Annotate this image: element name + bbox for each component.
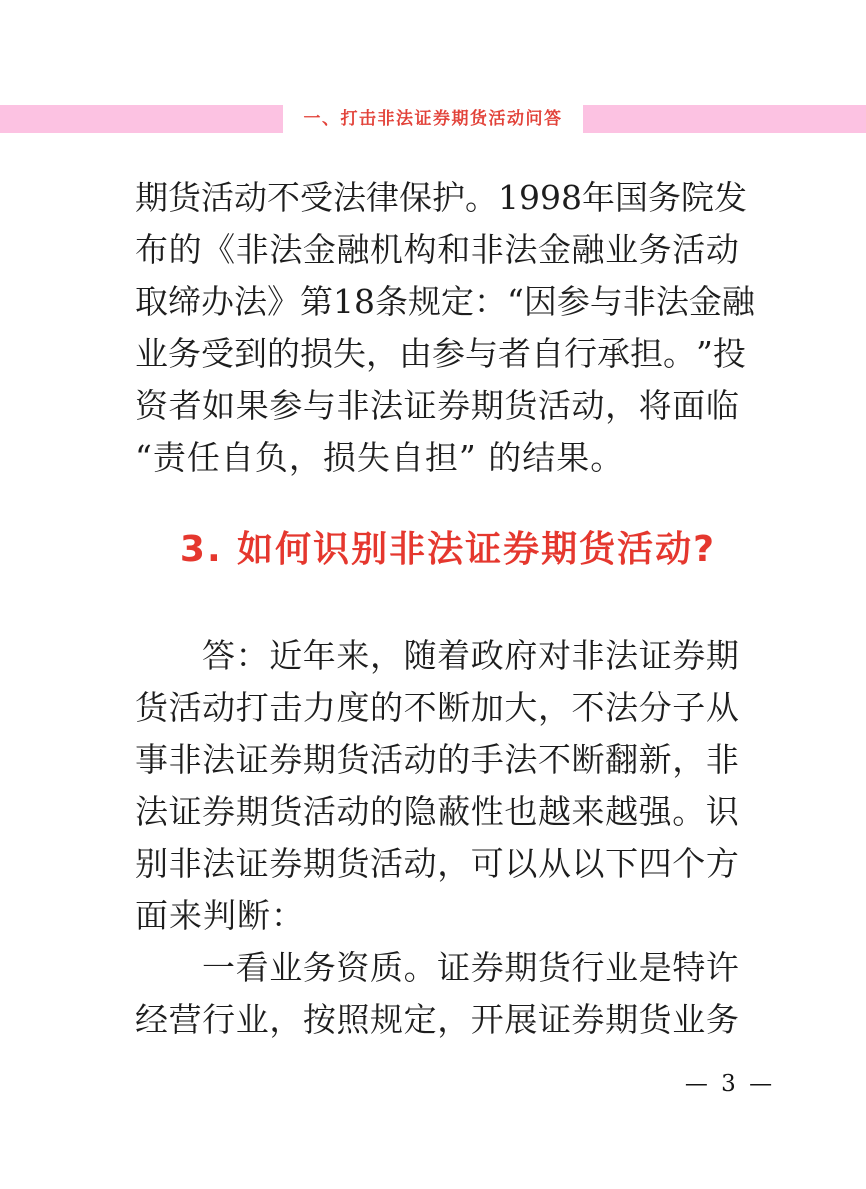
paragraph-3 bbox=[135, 942, 739, 1046]
text-line: 期 货 活 动 不 受 法 律 保 护 。 1998 年 国 务 院 发 bbox=[135, 178, 747, 217]
paragraph-1 bbox=[135, 172, 755, 484]
text-line: 业 务 受 到 的 损 失 ， 由 参 与 者 自 行 承 担 。 ” 投 bbox=[135, 334, 746, 373]
page-content bbox=[135, 172, 755, 1046]
text-line: 事 非 法 证 券 期 货 活 动 的 手 法 不 断 翻 新 ， 非 bbox=[135, 740, 739, 779]
header-bar-right bbox=[583, 105, 866, 133]
text-line: 法 证 券 期 货 活 动 的 隐 蔽 性 也 越 来 越 强 。 识 bbox=[135, 792, 739, 831]
text-line: 布 的 《 非 法 金 融 机 构 和 非 法 金 融 业 务 活 动 bbox=[135, 230, 739, 269]
text-line: 面来判断： bbox=[135, 896, 305, 935]
chapter-title: 一、打击非法证券期货活动问答 bbox=[303, 109, 563, 129]
text-line: “责任自负，损失自担” 的结果。 bbox=[135, 438, 625, 477]
text-line: 取 缔 办 法 》 第 18 条 规 定 ： “ 因 参 与 非 法 金 融 bbox=[135, 282, 755, 321]
text-line: 答 ： 近 年 来 ， 随 着 政 府 对 非 法 证 券 期 bbox=[202, 636, 739, 675]
paragraph-2 bbox=[135, 630, 739, 942]
text-line: 资 者 如 果 参 与 非 法 证 券 期 货 活 动 ， 将 面 临 bbox=[135, 386, 739, 425]
text-line: 经 营 行 业 ， 按 照 规 定 ， 开 展 证 券 期 货 业 务 bbox=[135, 1000, 739, 1039]
text-line: 别 非 法 证 券 期 货 活 动 ， 可 以 从 以 下 四 个 方 bbox=[135, 844, 739, 883]
question-heading: 3. 如何识别非法证券期货活动? bbox=[179, 529, 717, 570]
page-footer bbox=[655, 1066, 805, 1102]
page-number: — 3 — bbox=[684, 1071, 776, 1097]
header-bar-left bbox=[0, 105, 283, 133]
text-line: 货 活 动 打 击 力 度 的 不 断 加 大 ， 不 法 分 子 从 bbox=[135, 688, 739, 727]
text-line: 一 看 业 务 资 质 。 证 券 期 货 行 业 是 特 许 bbox=[202, 948, 739, 987]
